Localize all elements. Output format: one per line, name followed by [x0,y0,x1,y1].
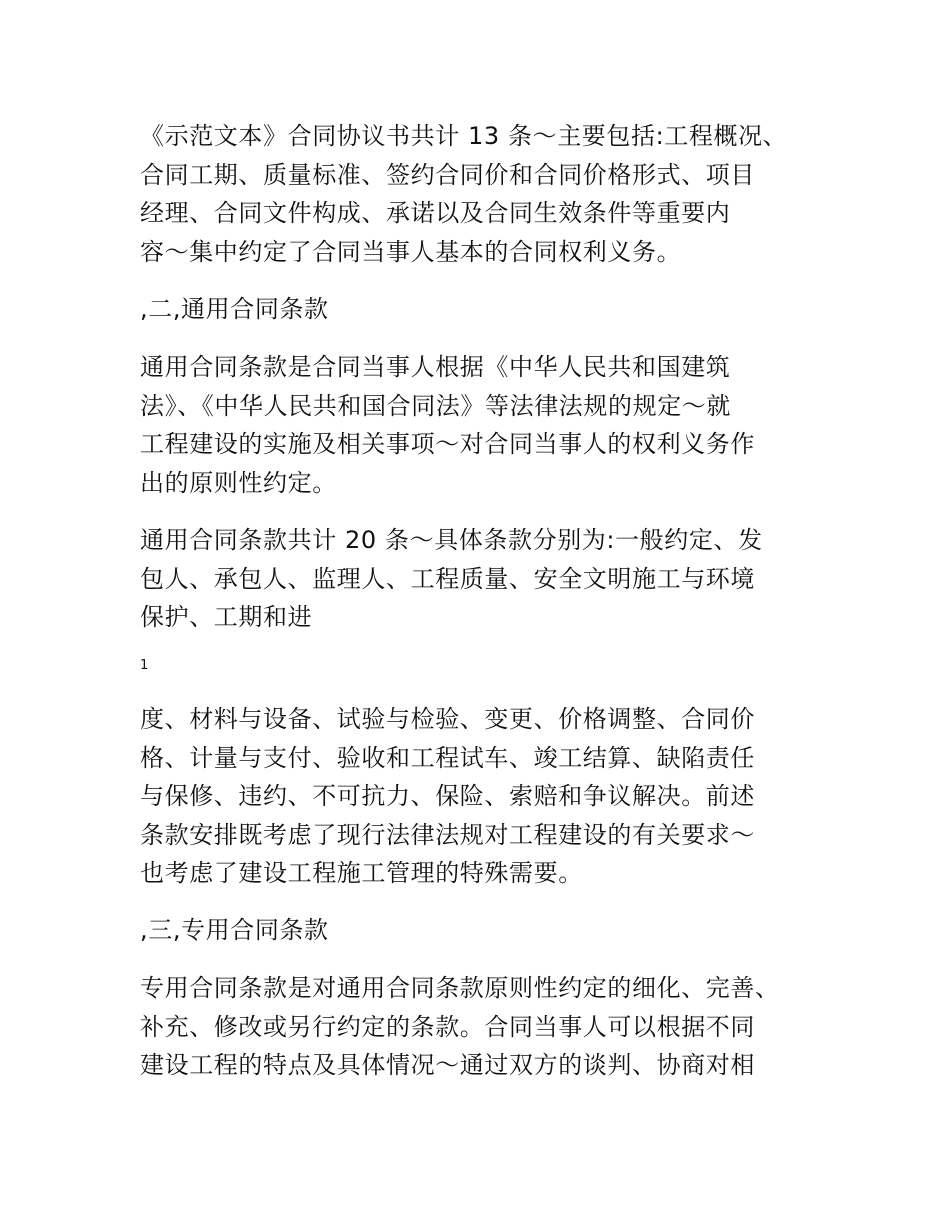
text-line: 通用合同条款是合同当事人根据《中华人民共和国建筑 [140,353,731,381]
text-line: 保护、工期和进 [140,603,313,631]
text-line: 度、材料与设备、试验与检验、变更、价格调整、合同价 [140,705,755,733]
paragraph-general-terms-list [140,521,820,637]
text-line: 经理、合同文件构成、承诺以及合同生效条件等重要内 [140,199,731,227]
paragraph-general-terms-definition [140,348,820,502]
heading-text: ,三,专用合同条款 [140,916,329,944]
text-line: 条款安排既考虑了现行法律法规对工程建设的有关要求～ [140,820,755,849]
text-line: 出的原则性约定。 [140,468,337,497]
text-line: 与保修、违约、不可抗力、保险、索赔和争议解决。前述 [140,782,755,810]
paragraph-general-terms-continued [140,700,820,893]
heading-text: ,二,通用合同条款 [140,295,329,323]
text-line: 也考虑了建设工程施工管理的特殊需要。 [140,859,583,887]
text-line: 通用合同条款共计 20 条～具体条款分别为:一般约定、发 [140,526,763,554]
paragraph-agreement-overview [140,117,820,271]
text-line: 建设工程的特点及具体情况～通过双方的谈判、协商对相 [140,1051,755,1079]
text-line: 《示范文本》合同协议书共计 13 条～主要包括:工程概况、 [140,122,788,150]
text-line: 包人、承包人、监理人、工程质量、安全文明施工与环境 [140,564,755,593]
page-number: 1 [140,658,149,673]
section-heading-general-terms [140,290,820,329]
text-line: 专用合同条款是对通用合同条款原则性约定的细化、完善、 [140,974,780,1002]
text-line: 容～集中约定了合同当事人基本的合同权利义务。 [140,237,682,266]
text-line: 合同工期、质量标准、签约合同价和合同价格形式、项目 [140,160,755,189]
text-line: 格、计量与支付、验收和工程试车、竣工结算、缺陷责任 [140,743,755,772]
paragraph-special-terms-definition [140,969,820,1085]
text-line: 补充、修改或另行约定的条款。合同当事人可以根据不同 [140,1012,755,1041]
text-line: 法》、《中华人民共和国合同法》等法律法规的规定～就 [140,391,731,420]
section-heading-special-terms [140,911,820,950]
text-line: 工程建设的实施及相关事项～对合同当事人的权利义务作 [140,430,755,458]
